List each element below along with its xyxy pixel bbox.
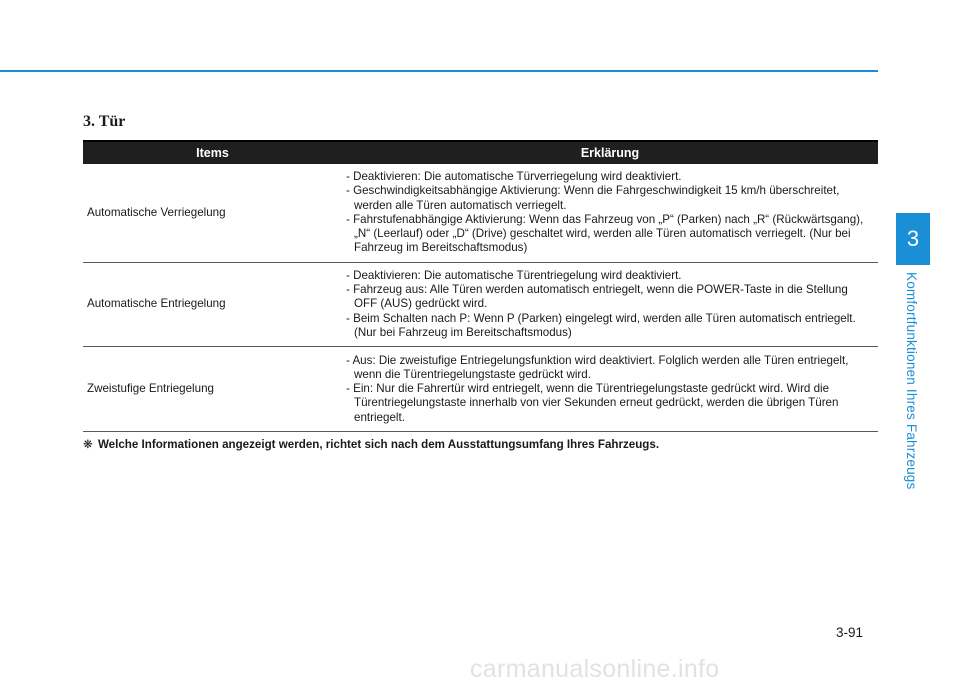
explanation-line: - Geschwindigkeitsabhängige Aktivierung: Wenn die Fahrgeschwindigkeit 15 km/h überschreitet, werden alle Türen automatisch verriegelt. [346,184,840,212]
chapter-title: Komfortfunktionen Ihres Fahrzeugs [904,272,919,490]
chapter-tab: 3 [896,213,930,265]
table-row [83,262,878,346]
footnote [83,437,659,451]
page-number: 3-91 [836,625,864,640]
settings-table [83,140,878,432]
footnote-mark-icon: ❋ [83,438,93,451]
explanation-line: - Beim Schalten nach P: Wenn P (Parken) eingelegt wird, werden alle Türen automatisch entriegelt. (Nur bei Fahrzeug im Bereitschaftsmodus) [346,311,856,339]
explanation-line: - Deaktivieren: Die automatische Türentriegelung wird deaktiviert. [346,268,682,282]
explanation-line: - Aus: Die zweistufige Entriegelungsfunktion wird deaktiviert. Folglich werden alle Türen entriegelt, wenn die Türentriegelungstaste gedrückt wird. [346,353,849,381]
explanation-cell [342,262,878,346]
explanation-line: - Fahrstufenabhängige Aktivierung: Wenn das Fahrzeug von „P“ (Parken) nach „R“ (Rückwärtsgang), „N“ (Leerlauf) oder „D“ (Drive) geschaltet wird, werden alle Türen automatisch verriegelt. (Nur bei Fahrzeug im Bereitschaftsmodus) [346,212,864,255]
explanation-cell [342,164,878,262]
explanation-line: - Fahrzeug aus: Alle Türen werden automatisch entriegelt, wenn die POWER-Taste in die Stellung OFF (AUS) gedrückt wird. [346,283,848,311]
header-items: Items [83,141,342,164]
item-cell: Automatische Verriegelung [83,164,342,262]
item-cell: Automatische Entriegelung [83,262,342,346]
header-explanation: Erklärung [342,141,878,164]
explanation-line: - Deaktivieren: Die automatische Türverriegelung wird deaktiviert. [346,170,682,183]
top-divider [0,70,878,72]
item-cell: Zweistufige Entriegelung [83,347,342,432]
table-header-row [83,141,878,164]
table-row [83,347,878,432]
watermark: carmanualsonline.info [470,655,720,683]
table-row [83,164,878,262]
section-title: 3. Tür [83,113,126,130]
footnote-text: Welche Informationen angezeigt werden, richtet sich nach dem Ausstattungsumfang Ihres Fahrzeugs. [97,438,660,451]
explanation-cell [342,347,878,432]
explanation-line: - Ein: Nur die Fahrertür wird entriegelt, wenn die Türentriegelungstaste gedrückt wird. Wird die Türentriegelungstaste innerhalb von vier Sekunden erneut gedrückt, werden die übrigen Türen entriegelt. [346,382,839,424]
